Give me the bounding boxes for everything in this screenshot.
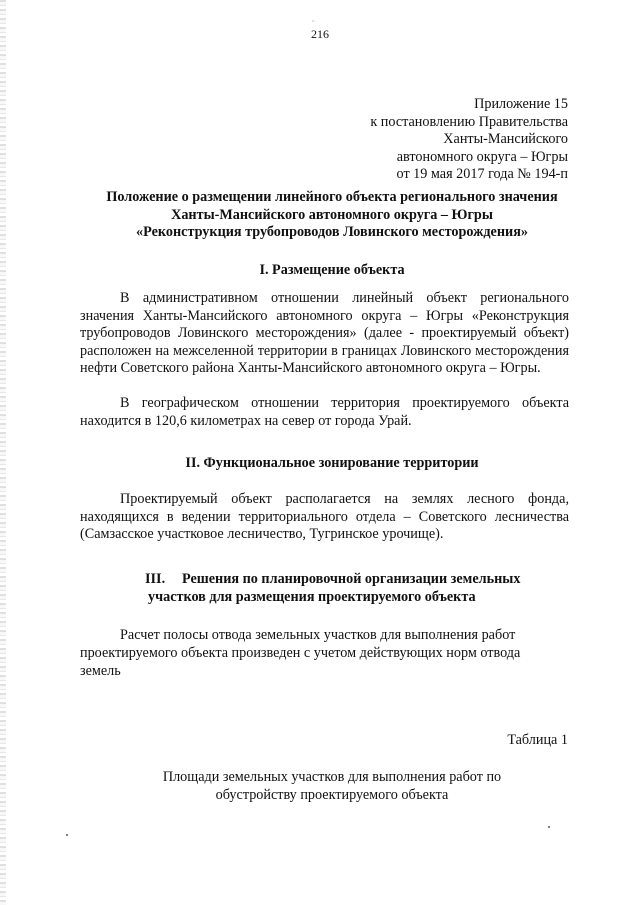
scan-speck [548,826,550,828]
section3-number: III. [145,571,166,587]
table-caption-line: обустройству проектируемого объекта [215,787,449,803]
appendix-line: от 19 мая 2017 года № 194-п [396,166,568,182]
section1-paragraph2: В географическом отношении территория проектируемого объекта находится в 120,6 километрах на север от города Урай. [80,395,569,429]
document-title [80,189,584,242]
table-label: Таблица 1 [507,732,568,748]
title-line: Положение о размещении линейного объекта регионального значения [106,189,558,205]
section3-paragraph [80,626,580,680]
table-caption-line: Площади земельных участков для выполнения работ по [162,769,502,785]
appendix-line: Ханты-Мансийского [443,131,568,147]
section3-heading-line2: участков для размещения проектируемого объекта [148,589,476,605]
title-line: Ханты-Мансийского автономного округа – Югры [171,206,493,223]
scan-edge-artifact [0,0,6,905]
appendix-line: автономного округа – Югры [396,148,568,165]
title-line: «Реконструкция трубопроводов Ловинского месторождения» [136,224,528,240]
section3-heading-line1: Решения по планировочной организации земельных [182,571,521,587]
page-number: 216 [311,27,329,41]
section3-heading [145,570,565,606]
section3-paragraph-line: Расчет полосы отвода земельных участков для выполнения работ [120,627,516,643]
appendix-block [370,96,568,184]
section2-heading: II. Функциональное зонирование территории [185,455,479,471]
section2-paragraph: Проектируемый объект располагается на землях лесного фонда, находящихся в ведении территориального отдела – Советского лесничества (Самзасское участковое лесничество, Тугринское урочище). [80,491,569,543]
section1-paragraph1: В административном отношении линейный объект регионального значения Ханты-Мансийского автономного округа – Югры «Реконструкция трубопроводов Ловинского месторождения» (далее - проектируемый объект) расположен на межселенной территории в границах Ловинского месторождения нефти Советского района Ханты-Мансийского автономного округа – Югры. [80,290,569,377]
section3-paragraph-line: земель [80,663,121,679]
table-caption [80,768,584,804]
scan-speck [66,834,68,836]
section1-heading: I. Размещение объекта [259,262,405,278]
scan-mark: ˬ [312,14,315,22]
appendix-line: Приложение 15 [474,96,568,112]
section3-paragraph-line: проектируемого объекта произведен с учетом действующих норм отвода [80,645,521,661]
appendix-line: к постановлению Правительства [370,113,568,130]
